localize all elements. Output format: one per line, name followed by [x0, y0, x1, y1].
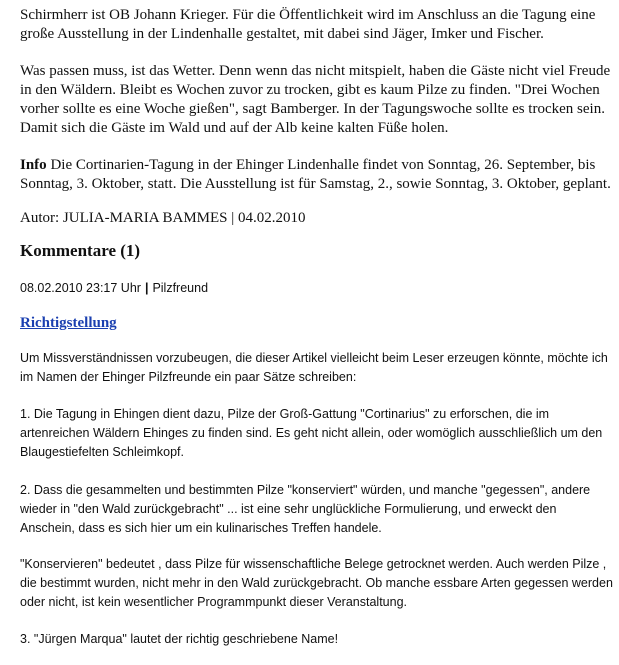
text-line: Anschein, dass es sich hier um ein kulinarisches Treffen handele.: [20, 521, 382, 535]
text-line: Um Missverständnissen vorzubeugen, die dieser Artikel vielleicht beim Leser erzeugen könnte, möchte ich: [20, 351, 608, 365]
text-line: Schirmherr ist OB Johann Krieger. Für die Öffentlichkeit wird im Anschluss an die Tagung eine: [20, 7, 596, 23]
comment-intro: [20, 349, 610, 387]
text-line: "Konservieren" bedeutet , dass Pilze für wissenschaftliche Belege getrocknet werden. Auch werden Pilze ,: [20, 557, 607, 571]
text-line: wieder in "den Wald zurückgebracht" ... ist eine sehr unglückliche Formulierung, und erweckt den: [20, 502, 557, 516]
text-line: vorher sollte es eine Woche gießen", sagt Bamberger. In der Tagungswoche sollte es trocken sein.: [20, 101, 605, 117]
article-paragraph: [20, 6, 610, 44]
meta-separator: |: [144, 281, 149, 295]
info-paragraph: [20, 156, 610, 194]
text-line: Was passen muss, ist das Wetter. Denn wenn das nicht mitspielt, haben die Gäste nicht viel Freude: [20, 63, 611, 79]
comment-point-3: 3. "Jürgen Marqua" lautet der richtig geschriebene Name!: [20, 632, 339, 646]
text-line: Damit sich die Gäste im Wald und auf der Alb keine kalten Füße holen.: [20, 120, 449, 136]
text-line: in den Wäldern. Bleibt es Wochen zuvor zu trocken, gibt es kaum Pilze zu finden. "Drei Wochen: [20, 82, 600, 98]
comments-heading: Kommentare (1): [20, 241, 141, 260]
text-line: Sonntag, 3. Oktober, statt. Die Ausstellung ist für Samstag, 2., sowie Sonntag, 3. Oktober, geplant.: [20, 176, 611, 192]
comment-author[interactable]: Pilzfreund: [152, 281, 209, 295]
text-line: oder nicht, ist kein wesentlicher Programmpunkt dieser Veranstaltung.: [20, 595, 407, 609]
text-line: 1. Die Tagung in Ehingen dient dazu, Pilze der Groß-Gattung "Cortinarius" zu erforschen, die im: [20, 407, 550, 421]
text-line: die bestimmt wurden, nicht mehr in den Wald zurückgebracht. Ob manche essbare Arten gegessen werden: [20, 576, 613, 590]
text-line: im Namen der Ehinger Pilzfreunde ein paar Sätze schreiben:: [20, 370, 357, 384]
author-line: Autor: JULIA-MARIA BAMMES | 04.02.2010: [20, 210, 306, 226]
info-text: Die Cortinarien-Tagung in der Ehinger Lindenhalle findet von Sonntag, 26. September, bis: [46, 157, 596, 173]
comment-title-row: [20, 314, 610, 332]
comment-title-link[interactable]: Richtigstellung: [20, 315, 117, 331]
comment-point-2-detail: [20, 555, 613, 612]
text-line: [20, 156, 610, 175]
comment-point-2: [20, 481, 610, 538]
text-line: Blaugestiefelten Schleimkopf.: [20, 445, 184, 459]
text-line: große Ausstellung in der Lindenhalle gestaltet, mit dabei sind Jäger, Imker und Fischer.: [20, 26, 544, 42]
comment-date: 08.02.2010 23:17 Uhr: [20, 281, 141, 295]
article-paragraph: [20, 62, 610, 138]
info-label: Info: [20, 157, 47, 173]
comment-meta: [20, 279, 610, 298]
comment-point-1: [20, 405, 610, 462]
text-line: artenreichen Wäldern Ehinges zu finden sind. Es geht nicht allein, oder womöglich ausschließlich um den: [20, 426, 603, 440]
text-line: 2. Dass die gesammelten und bestimmten Pilze "konserviert" würden, und manche "gegessen", andere: [20, 483, 591, 497]
